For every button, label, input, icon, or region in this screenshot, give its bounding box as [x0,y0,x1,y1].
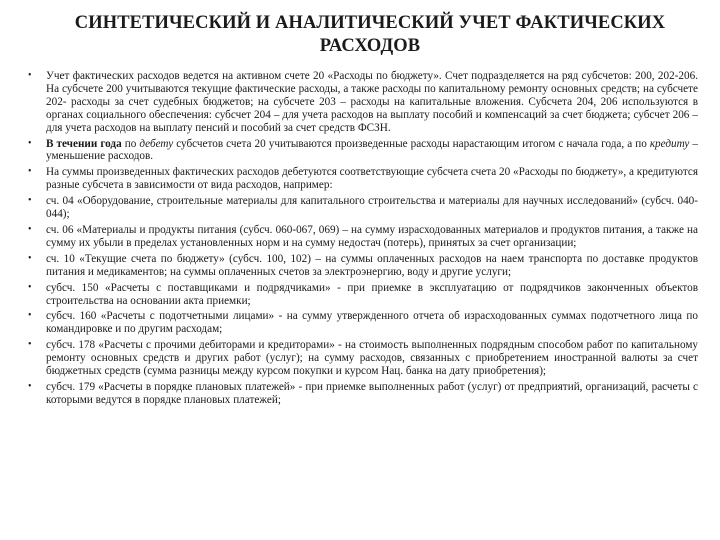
bullet-text: – уменьшение расходов. [46,137,699,163]
bullet-text: субсч. 178 «Расчеты с прочими дебиторами и кредиторами» - на стоимость выполненных подрядным способом работ по капитальному ремонту основных средств и других работ (услуг); на сумму расходов, связанных с приобретением иностранной валюты за счет бюджетных средств (сумма разницы между курсом покупки и курсом Нац. банка на дату приобретения); [46,339,698,378]
bullet-item-3 [28,166,698,192]
bullet-item-4 [28,195,698,221]
bullet-text: по [121,137,140,150]
bullet-icon: • [28,166,32,178]
bullet-text: На суммы произведенных фактических расходов дебетуются соответствующие субсчета счета 20 «Расходы по бюджету», а кредитуются разные субсчета в зависимости от вида расходов, например: [46,166,698,192]
bullet-icon: • [28,339,32,351]
bullet-item-2 [28,138,698,164]
bullet-text: субсч. 150 «Расчеты с поставщиками и подрядчиками» - при приемке в эксплуатацию от подрядчиков законченных объектов строительства на основании акта приемки; [46,281,698,307]
bullet-text: Учет фактических расходов ведется на активном счете 20 «Расходы по бюджету». Счет подразделяется на ряд субсчетов: 200, 202-206. На субсчете 200 учитываются текущие фактические расходы, а также расходы по капитальному ремонту основных средств; на субсчете 202- расходы за счет судебных бюджетов; на субсчете 203 – расходы на капитальные вложения. Субсчета 204, 206 используются в органах социального обеспечения: субсчет 204 – для учета расходов на выплату пособий и компенсаций за счет бюджета; субсчет 206 – для учета расходов на выплату пенсий и пособий за счет средств ФСЗН. [46,70,698,134]
bullet-icon: • [28,195,32,207]
bullet-icon: • [28,137,32,149]
bullet-text: субсч. 179 «Расчеты в порядке плановых платежей» - при приемке выполненных работ (услуг) от предприятий, организаций, расчеты с которыми ведутся в порядке плановых платежей; [46,380,698,406]
bullet-list [28,70,698,410]
bullet-icon: • [28,252,32,264]
bullet-item-6 [28,253,698,279]
bullet-text: сч. 10 «Текущие счета по бюджету» (субсч. 100, 102) – на суммы оплаченных расходов на наем транспорта по доставке продуктов питания и медикаментов; на суммы оплаченных счетов за электроэнергию, воду и другие услуги; [46,252,698,278]
bullet-icon: • [28,380,32,392]
bullet-item-10 [28,381,698,407]
bold-phrase: В течении года [46,137,122,150]
bullet-item-7 [28,282,698,308]
italic-term-credit: кредиту [649,137,690,150]
bullet-icon: • [28,281,32,293]
title-line-1: СИНТЕТИЧЕСКИЙ И АНАЛИТИЧЕСКИЙ УЧЕТ ФАКТИЧЕСКИХ [74,13,666,33]
bullet-icon: • [28,223,32,235]
title-line-2: РАСХОДОВ [319,36,421,56]
bullet-icon: • [28,70,32,81]
bullet-item-5 [28,224,698,250]
bullet-text: субсчетов счета 20 учитываются произведенные расходы нарастающим итогом с начала года, а по [173,137,650,150]
italic-term-debit: дебету [139,137,174,150]
bullet-item-1 [28,70,698,135]
bullet-item-9 [28,339,698,378]
bullet-text: сч. 04 «Оборудование, строительные материалы для капитального строительства и материалы для научных исследований» (субсч. 040-044); [46,195,698,221]
bullet-icon: • [28,310,32,322]
bullet-item-8 [28,310,698,336]
slide-title [30,12,710,58]
bullet-text: субсч. 160 «Расчеты с подотчетными лицами» - на сумму утвержденного отчета об израсходованных суммах подотчетного лица по командировке и по другим расходам; [46,310,698,336]
bullet-text: сч. 06 «Материалы и продукты питания (субсч. 060-067, 069) – на сумму израсходованных материалов и продуктов питания, а также на сумму их убыли в пределах установленных норм и на сумму недостач (потерь), принятых за счет организации; [46,223,698,249]
